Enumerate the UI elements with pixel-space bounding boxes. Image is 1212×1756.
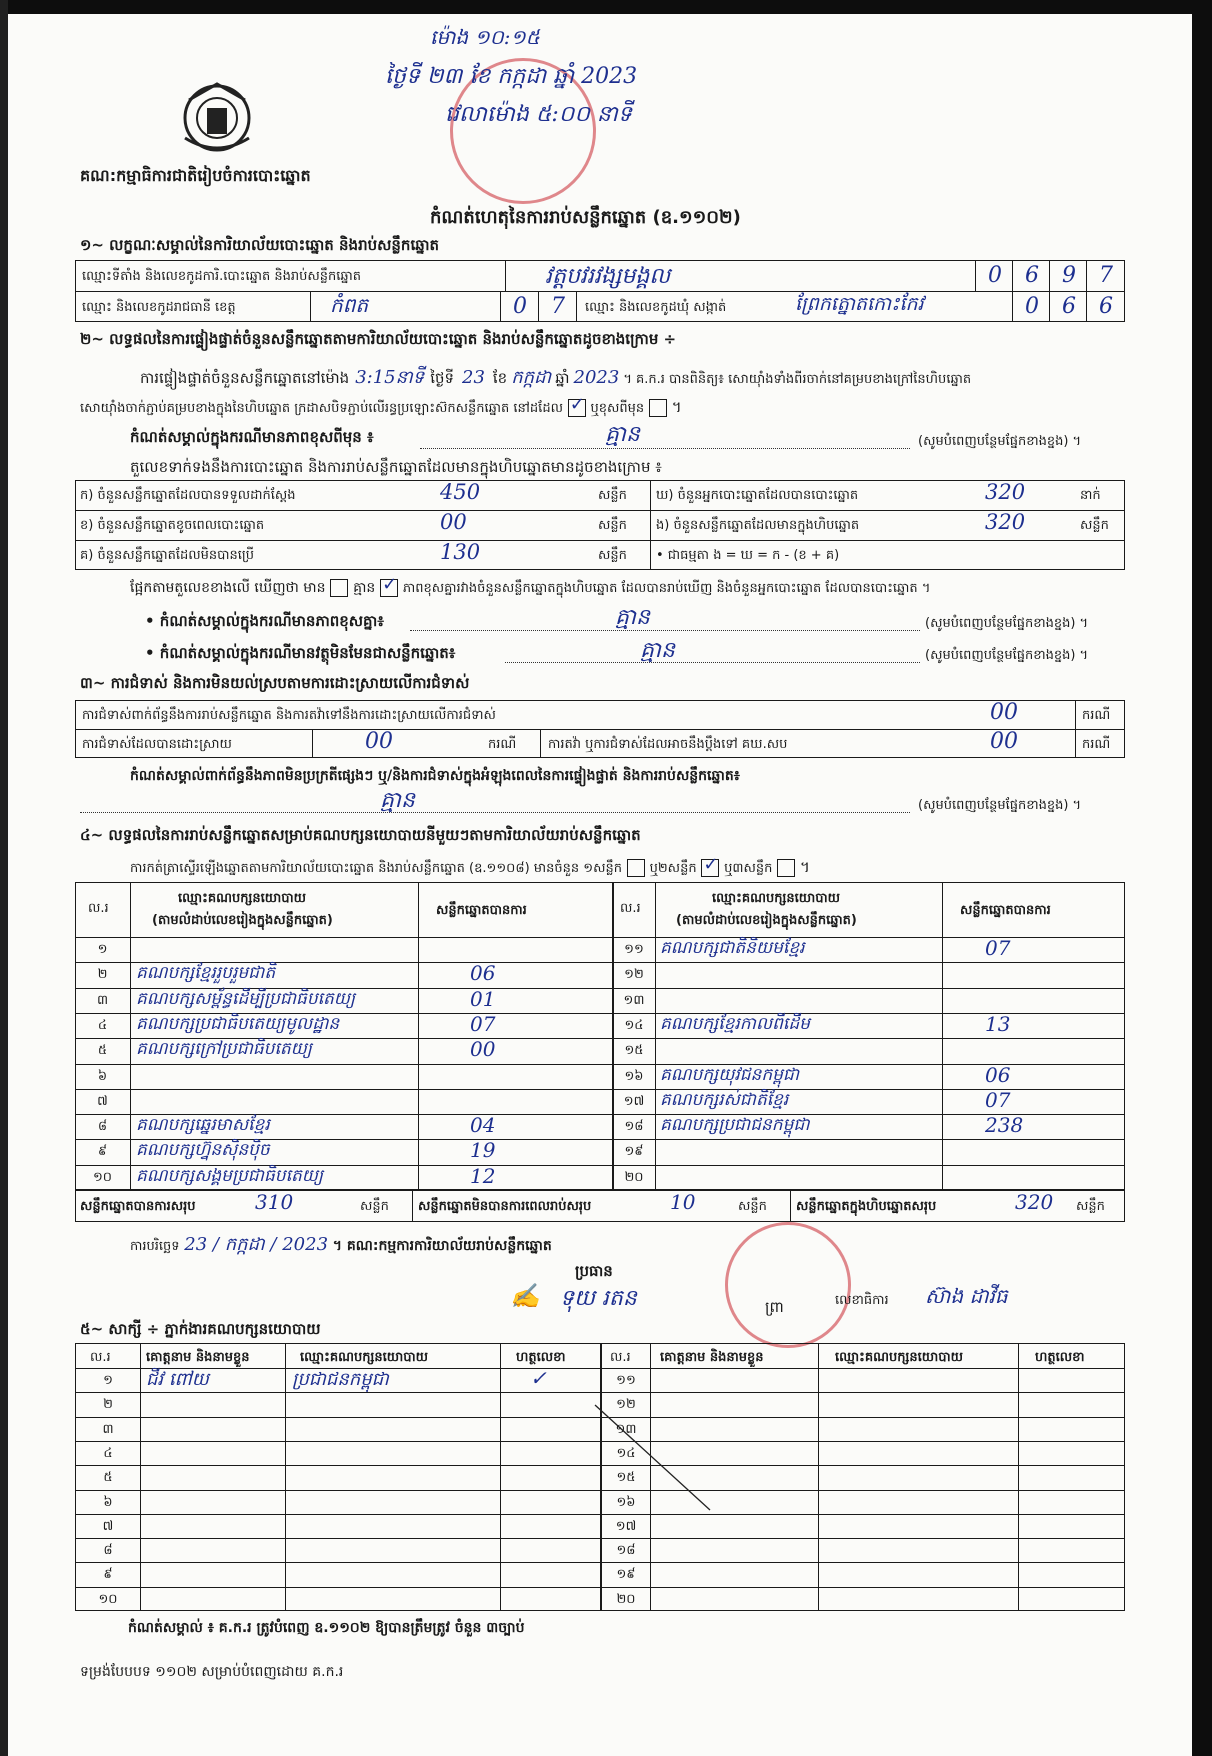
s4-right-row-party: គណបក្សរស់ជាតិខ្មែរ xyxy=(660,1089,789,1110)
s4-right-row-no: ១៩ xyxy=(624,1144,644,1160)
section2-heading: ២~ លទ្ធផលនៃការផ្ទៀងផ្ទាត់ចំនួនសន្លឹកឆ្នោតតាមការិយាល័យបោះឆ្នោត និងរាប់សន្លឹកឆ្នោតដូចខាងក្រោម ÷ xyxy=(80,330,677,348)
s4-right-row-no: ១២ xyxy=(624,967,644,983)
s5-col-party-right: ឈ្មោះគណបក្សនយោបាយ xyxy=(835,1350,963,1365)
secretary-label: ព្រា xyxy=(765,1298,784,1316)
s4-col-no-left: ល.រ xyxy=(88,901,109,916)
s5-col-no-right: ល.រ xyxy=(610,1350,631,1365)
discrepancy-no-checkbox[interactable] xyxy=(380,579,398,597)
s2-note1-label: កំណត់សម្គាល់ក្នុងករណីមានភាពខុសពីមុន ៖ xyxy=(130,428,374,446)
s1-row2-code-digit: 0 xyxy=(500,292,539,322)
s1-commune-value: ព្រែកត្នោតកោះកែវ xyxy=(795,293,924,315)
s4-left-row-votes: 07 xyxy=(470,1011,496,1036)
s4-left-row-votes: 06 xyxy=(470,961,496,986)
s2-note2-value: គ្មាន xyxy=(615,605,650,630)
s2-note3-value: គ្មាន xyxy=(640,638,675,663)
s5-row-line xyxy=(75,1587,1125,1588)
s5-right-row-no: ១៣ xyxy=(615,1421,637,1437)
s2-line2: សោយ៉ាំងចាក់ភ្ជាប់គម្របខាងក្នុងនៃហិបឆ្នោត ក្រដាសបិទភ្ជាប់លើរន្ធប្រឡោះស៊កសន្លឹកឆ្នោត នៅដដែល ✓ ឬខុសពីមុន ។ xyxy=(80,398,682,420)
s5-row-line xyxy=(75,1392,1125,1393)
s5-right-row-no: ១៤ xyxy=(616,1445,636,1461)
s5-col-sign-right: ហត្ថលេខា xyxy=(1035,1350,1085,1365)
s5-right-row-no: ១៥ xyxy=(616,1470,636,1486)
s2-row-right-value: 320 xyxy=(985,510,1026,534)
s2-compare: ផ្អែកតាមតួលេខខាងលើ ឃើញថា មាន គ្មាន ✓ ភាពខុសគ្នារវាងចំនួនសន្លឹកឆ្នោតក្នុងហិបឆ្នោត ដែលបានរាប់ឃើញ និងចំនួនអ្នកបោះឆ្នោត ដែលបានបោះឆ្នោត ។ xyxy=(130,578,930,599)
s4-right-row-votes: 13 xyxy=(985,1011,1011,1036)
s4-right-row-no: ១៦ xyxy=(624,1068,644,1084)
official-stamp-bottom xyxy=(725,1222,851,1348)
s2-note2-suffix: (សូមបំពេញបន្ថែមផ្នែកខាងខ្នង) ។ xyxy=(925,616,1089,631)
s4-total-invalid: 10 xyxy=(670,1190,696,1214)
s2-row-left-unit: សន្លឹក xyxy=(598,518,627,533)
s2-row-left-value: 450 xyxy=(440,480,481,504)
s2-row-left-value: 130 xyxy=(440,540,481,564)
s5-right-row-no: ១២ xyxy=(616,1397,636,1413)
s3-note-suffix: (សូមបំពេញបន្ថែមផ្នែកខាងខ្នង) ។ xyxy=(918,798,1082,813)
s4-col-votes-left: សន្លឹកឆ្នោតបានការ xyxy=(436,903,527,918)
s4-col-party-left: ឈ្មោះគណបក្សនយោបាយ xyxy=(178,891,306,906)
form-title: កំណត់ហេតុនៃការរាប់សន្លឹកឆ្នោត (ឧ.១១០២) xyxy=(430,207,741,228)
s4-right-row-votes: 06 xyxy=(985,1062,1011,1087)
s3-row2b-unit: ករណី xyxy=(1082,737,1111,752)
s1-row1-code-digit: 7 xyxy=(1086,261,1125,291)
s2-note3-suffix: (សូមបំពេញបន្ថែមផ្នែកខាងខ្នង) ។ xyxy=(925,648,1089,663)
s2-line1: ការផ្ទៀងផ្ទាត់ចំនួនសន្លឹកឆ្នោតនៅម៉ោង 3:15នាទី ថ្ងៃទី 23 ខែ កក្កដា ឆ្នាំ 2023 ។ គ.ក.រ បានពិនិត្យ៖ សោយ៉ាំងទាំងពីរចាក់នៅគម្របខាងក្រៅនៃហិបឆ្នោត xyxy=(140,367,972,388)
s4-left-row-votes: 04 xyxy=(470,1113,496,1138)
s5-left-row-no: ៥ xyxy=(103,1470,113,1486)
section1-heading: ១~ លក្ខណៈសម្គាល់នៃការិយាល័យបោះឆ្នោត និងរាប់សន្លឹកឆ្នោត xyxy=(80,236,440,254)
s5-left-row-party: ប្រជាជនកម្ពុជា xyxy=(292,1369,389,1390)
s5-right-row-no: ១៩ xyxy=(616,1567,636,1583)
s4-right-row-party: គណបក្សប្រជាជនកម្ពុជា xyxy=(660,1115,810,1136)
s1-commune-code-digit: 0 xyxy=(1012,292,1051,322)
s4-right-row-no: ១៣ xyxy=(623,992,645,1008)
s5-col-name-left: គោត្តនាម និងនាមខ្លួន xyxy=(146,1350,250,1365)
s4-left-row-votes: 01 xyxy=(470,986,496,1011)
s4-col-party-sub-left: (តាមលំដាប់លេខរៀងក្នុងសន្លឹកឆ្នោត) xyxy=(152,913,333,928)
s5-right-row-no: ១៨ xyxy=(616,1543,636,1559)
s5-left-row-no: ២ xyxy=(103,1397,113,1413)
s4-left-row-no: ៤ xyxy=(97,1017,108,1033)
sheets-2-checkbox[interactable] xyxy=(701,859,719,877)
s4-total-box: 320 xyxy=(1015,1190,1054,1214)
s4-right-row-votes: 07 xyxy=(985,1087,1011,1112)
s2-note1-value: គ្មាន xyxy=(605,422,640,447)
s1-row2-value: កំពត xyxy=(330,293,369,317)
footer-form-note: ទម្រង់បែបបទ ១១០២ សម្រាប់បំពេញដោយ គ.ក.រ xyxy=(80,1664,344,1680)
s3-row2b-label: ការតវ៉ា ឬការជំទាស់ដែលអាចនឹងប្ដឹងទៅ គឃ.សប xyxy=(548,737,788,752)
s5-col-party-left: ឈ្មោះគណបក្សនយោបាយ xyxy=(300,1350,428,1365)
seal-changed-checkbox[interactable] xyxy=(649,399,667,417)
s5-left-row-name: ជីវ ពៅយ xyxy=(146,1369,209,1390)
s4-left-row-votes: 00 xyxy=(470,1037,496,1062)
s4-col-party-right: ឈ្មោះគណបក្សនយោបាយ xyxy=(712,891,840,906)
secretary-role: លេខាធិការ xyxy=(835,1293,889,1308)
s2-intro: តួលេខទាក់ទងនឹងការបោះឆ្នោត និងការរាប់សន្លឹកឆ្នោតដែលមានក្នុងហិបឆ្នោតមានដូចខាងក្រោម ៖ xyxy=(130,458,662,476)
chair-label: ប្រធាន xyxy=(575,1262,613,1280)
s5-right-row-no: ១១ xyxy=(616,1373,636,1388)
s1-commune-label: ឈ្មោះ និងលេខកូដឃុំ សង្កាត់ xyxy=(585,300,727,315)
s4-line: ការកត់ត្រាស្ទើរឡើងឆ្នោតតាមការិយាល័យបោះឆ្នោត និងរាប់សន្លឹកឆ្នោត (ឧ.១១០៨) មានចំនួន ១សន្លឹក ឬ២សន្លឹក ✓ ឬ៣សន្លឹក ។ xyxy=(130,858,810,880)
s2-row-right-unit: នាក់ xyxy=(1080,488,1101,503)
s4-closing: ការបរិច្ឆេទ 23 / កក្កដា / 2023 ។ គណ:កម្មការការិយាល័យរាប់សន្លឹកឆ្នោត xyxy=(130,1234,552,1255)
handwritten-line2: ថ្ងៃទី ២៣ ខែ កក្កដា ឆ្នាំ 2023 xyxy=(385,64,638,89)
s4-right-row-party: គណបក្សយុវជនកម្ពុជា xyxy=(660,1064,800,1085)
s1-row1-code-digit: 9 xyxy=(1049,261,1088,291)
s4-right-row-no: ២០ xyxy=(624,1169,644,1185)
s4-left-row-no: ៩ xyxy=(97,1144,108,1160)
s5-left-row-no: ៤ xyxy=(103,1445,113,1461)
s4-right-row-votes: 238 xyxy=(985,1113,1024,1138)
s5-col-no-left: ល.រ xyxy=(90,1350,111,1365)
s4-left-row-no: ៧ xyxy=(97,1093,108,1109)
discrepancy-yes-checkbox[interactable] xyxy=(330,579,348,597)
s2-row-right-label: ង) ចំនួនសន្លឹកឆ្នោតដែលមានក្នុងហិបឆ្នោត xyxy=(656,518,860,533)
s5-left-row-no: ៨ xyxy=(103,1543,113,1559)
s4-right-row-no: ១៨ xyxy=(624,1119,644,1135)
section4-heading: ៤~ លទ្ធផលនៃការរាប់សន្លឹកឆ្នោតសម្រាប់គណបក្សនយោបាយនីមួយៗតាមការិយាល័យរាប់សន្លឹកឆ្នោត xyxy=(80,826,641,844)
s4-total-box-unit: សន្លឹក xyxy=(1076,1199,1105,1214)
s3-row1-unit: ករណី xyxy=(1082,708,1111,723)
s5-col-sign-left: ហត្ថលេខា xyxy=(516,1350,566,1365)
s1-commune-code-digit: 6 xyxy=(1049,292,1088,322)
s3-row2-label: ការជំទាស់ដែលបានដោះស្រាយ xyxy=(82,737,232,752)
s4-col-votes-right: សន្លឹកឆ្នោតបានការ xyxy=(960,903,1051,918)
s5-left-row-no: ៣ xyxy=(102,1421,114,1437)
s4-left-row-no: ១ xyxy=(97,942,108,957)
s2-row-right-label: • ជាធម្មតា ង = ឃ = ក - (ខ + គ) xyxy=(656,548,840,563)
s1-row1-value: វត្តបវរវង្សមង្គល xyxy=(545,264,671,289)
scan-edge-top xyxy=(0,0,1212,14)
s1-row1-label: ឈ្មោះទីតាំង និងលេខកូដការិ.បោះឆ្នោត និងរាប់សន្លឹកឆ្នោត xyxy=(82,269,361,284)
scan-edge-left xyxy=(0,0,8,1756)
s4-left-row-party: គណបក្សសម្ព័ន្ធដើម្បីប្រជាធិបតេយ្យ xyxy=(136,988,356,1009)
s3-row2b-value: 00 xyxy=(990,729,1018,754)
handwritten-line3: វេលាម៉ោង ៥:០០ នាទី xyxy=(445,102,632,127)
s5-left-row-no: ១ xyxy=(103,1373,113,1388)
s4-left-row-no: ១០ xyxy=(92,1169,113,1185)
s1-commune-code-digit: 6 xyxy=(1086,292,1125,322)
footer-note: កំណត់សម្គាល់ ៖ គ.ក.រ ត្រូវបំពេញ ឧ.១១០២ ឱ្យបានត្រឹមត្រូវ ចំនួន ៣ច្បាប់ xyxy=(128,1620,525,1636)
s4-row-line xyxy=(75,1089,1125,1090)
s4-right-row-no: ១៧ xyxy=(623,1093,645,1109)
sheets-3-checkbox[interactable] xyxy=(777,859,795,877)
s5-left-row-sign: ✓ xyxy=(530,1366,547,1390)
s4-left-row-votes: 19 xyxy=(470,1138,496,1163)
s2-note1-suffix: (សូមបំពេញបន្ថែមផ្នែកខាងខ្នង) ។ xyxy=(918,434,1082,449)
s1-row2-code-digit: 7 xyxy=(538,292,577,322)
chair-name: ទុយ រតន xyxy=(560,1286,637,1311)
s2-row-right-unit: សន្លឹក xyxy=(1080,518,1109,533)
handwritten-line1: ម៉ោង ១០:១៥ xyxy=(430,25,540,49)
s2-row-left-value: 00 xyxy=(440,510,467,534)
s1-row1-code-digit: 0 xyxy=(975,261,1014,291)
s4-left-row-no: ២ xyxy=(97,967,108,983)
s2-note3-label: • កំណត់សម្គាល់ក្នុងករណីមានវត្ថុមិនមែនជាសន្លឹកឆ្នោត៖ xyxy=(145,644,456,662)
s2-row-left-label: ខ) ចំនួនសន្លឹកឆ្នោតខូចពេលបោះឆ្នោត xyxy=(80,518,265,533)
s4-col-no-right: ល.រ xyxy=(620,901,641,916)
s5-left-row-no: ១០ xyxy=(98,1591,118,1607)
s1-row1-code-digit: 6 xyxy=(1012,261,1051,291)
s3-row1-value: 00 xyxy=(990,700,1018,725)
s4-col-party-sub-right: (តាមលំដាប់លេខរៀងក្នុងសន្លឹកឆ្នោត) xyxy=(676,913,857,928)
s4-left-row-no: ៦ xyxy=(97,1068,108,1084)
s4-right-row-party: គណបក្សជាតិនិយមខ្មែរ xyxy=(660,938,805,958)
org-name: គណ:កម្មាធិការជាតិរៀបចំការបោះឆ្នោត xyxy=(80,166,311,185)
s4-left-row-party: គណបក្សខ្មែររួបរួមជាតិ xyxy=(136,963,276,984)
s2-row-right-label: ឃ) ចំនួនអ្នកបោះឆ្នោតដែលបានបោះឆ្នោត xyxy=(656,488,859,503)
s4-row-line xyxy=(75,1064,1125,1065)
s5-row-line xyxy=(75,1562,1125,1563)
sheets-1-checkbox[interactable] xyxy=(627,859,645,877)
cross-out-stroke xyxy=(590,1400,720,1520)
s4-total-valid-unit: សន្លឹក xyxy=(360,1199,389,1214)
nec-logo xyxy=(175,78,260,158)
s5-left-row-no: ៩ xyxy=(103,1567,113,1583)
s4-total-invalid-unit: សន្លឹក xyxy=(738,1199,767,1214)
chair-signature: ✍ xyxy=(510,1282,540,1310)
s5-right-row-no: ២០ xyxy=(616,1591,636,1607)
s4-totals-row xyxy=(75,1190,1125,1222)
s4-right-row-no: ១១ xyxy=(624,942,644,957)
s5-left-row-no: ៧ xyxy=(102,1518,114,1534)
s4-left-row-party: គណបក្សសង្គមប្រជាធិបតេយ្យ xyxy=(136,1165,324,1186)
s3-row2-value: 00 xyxy=(365,729,393,754)
s5-right-row-no: ១៧ xyxy=(615,1518,637,1534)
s5-row-line xyxy=(75,1538,1125,1539)
s2-row-left-unit: សន្លឹក xyxy=(598,488,627,503)
s2-row-right-value: 320 xyxy=(985,480,1026,504)
s2-row-left-unit: សន្លឹក xyxy=(598,548,627,563)
s4-left-row-party: គណបក្សហ្វ៊ុនស៊ិនប៉ិច xyxy=(136,1140,270,1161)
s4-total-valid: 310 xyxy=(255,1190,294,1214)
s3-note-value: គ្មាន xyxy=(380,788,415,813)
s3-note-label: កំណត់សម្គាល់ពាក់ព័ន្ធនឹងភាពមិនប្រក្រតីផ្សេងៗ ឬ/និងការជំទាស់ក្នុងអំឡុងពេលនៃការផ្ទៀងផ្ទាត់ និងការរាប់សន្លឹកឆ្នោត៖ xyxy=(130,768,740,784)
s4-right-row-votes: 07 xyxy=(985,936,1011,960)
s4-left-row-no: ៣ xyxy=(96,992,109,1008)
s2-row-left-label: ក) ចំនួនសន្លឹកឆ្នោតដែលបានទទួលដាក់ស្ដែង xyxy=(80,488,296,503)
s4-total-invalid-label: សន្លឹកឆ្នោតមិនបានការពេលរាប់សរុប xyxy=(418,1199,592,1214)
s4-total-box-label: សន្លឹកឆ្នោតក្នុងហិបឆ្នោតសរុប xyxy=(796,1199,937,1214)
s2-note2-label: • កំណត់សម្គាល់ក្នុងករណីមានភាពខុសគ្នា៖ xyxy=(145,612,384,630)
s4-right-row-no: ១៥ xyxy=(624,1043,644,1059)
s4-left-row-no: ៥ xyxy=(97,1043,108,1059)
s2-row-left-label: គ) ចំនួនសន្លឹកឆ្នោតដែលមិនបានប្រើ xyxy=(80,548,254,563)
s4-left-row-votes: 12 xyxy=(470,1163,496,1188)
s5-left-row-no: ៦ xyxy=(103,1494,113,1510)
s3-row2-unit: ករណី xyxy=(488,737,517,752)
seal-unchanged-checkbox[interactable] xyxy=(568,399,586,417)
s4-left-row-no: ៨ xyxy=(97,1119,108,1135)
section3-heading: ៣~ ការជំទាស់ និងការមិនយល់ស្របតាមការដោះស្រាយលើការជំទាស់ xyxy=(80,674,470,692)
s4-left-row-party: គណបក្សឆ្នេរមាសខ្មែរ xyxy=(136,1115,270,1136)
s4-right-row-no: ១៤ xyxy=(624,1017,644,1033)
s4-left-row-party: គណបក្សក្រៅប្រជាធិបតេយ្យ xyxy=(136,1039,312,1060)
s5-col-name-right: គោត្តនាម និងនាមខ្លួន xyxy=(660,1350,764,1365)
s3-row1-label: ការជំទាស់ពាក់ព័ន្ធនឹងការរាប់សន្លឹកឆ្នោត និងការតវ៉ាទៅនឹងការដោះស្រាយលើការជំទាស់ xyxy=(82,708,496,723)
scan-edge-right xyxy=(1192,0,1212,1756)
s4-left-row-party: គណបក្សប្រជាធិបតេយ្យមូលដ្ឋាន xyxy=(136,1013,340,1034)
s1-row2-label: ឈ្មោះ និងលេខកូដរាជធានី ខេត្ត xyxy=(82,300,236,315)
s4-right-row-party: គណបក្សខ្មែរកាលពីដើម xyxy=(660,1013,810,1034)
secretary-name: ស៊ាង ដាវីធ xyxy=(925,1284,1008,1308)
s4-total-valid-label: សន្លឹកឆ្នោតបានការសរុប xyxy=(80,1199,196,1214)
section5-heading: ៥~ សាក្សី ÷ ភ្នាក់ងារគណបក្សនយោបាយ xyxy=(80,1320,321,1338)
s5-right-row-no: ១៦ xyxy=(616,1494,636,1510)
